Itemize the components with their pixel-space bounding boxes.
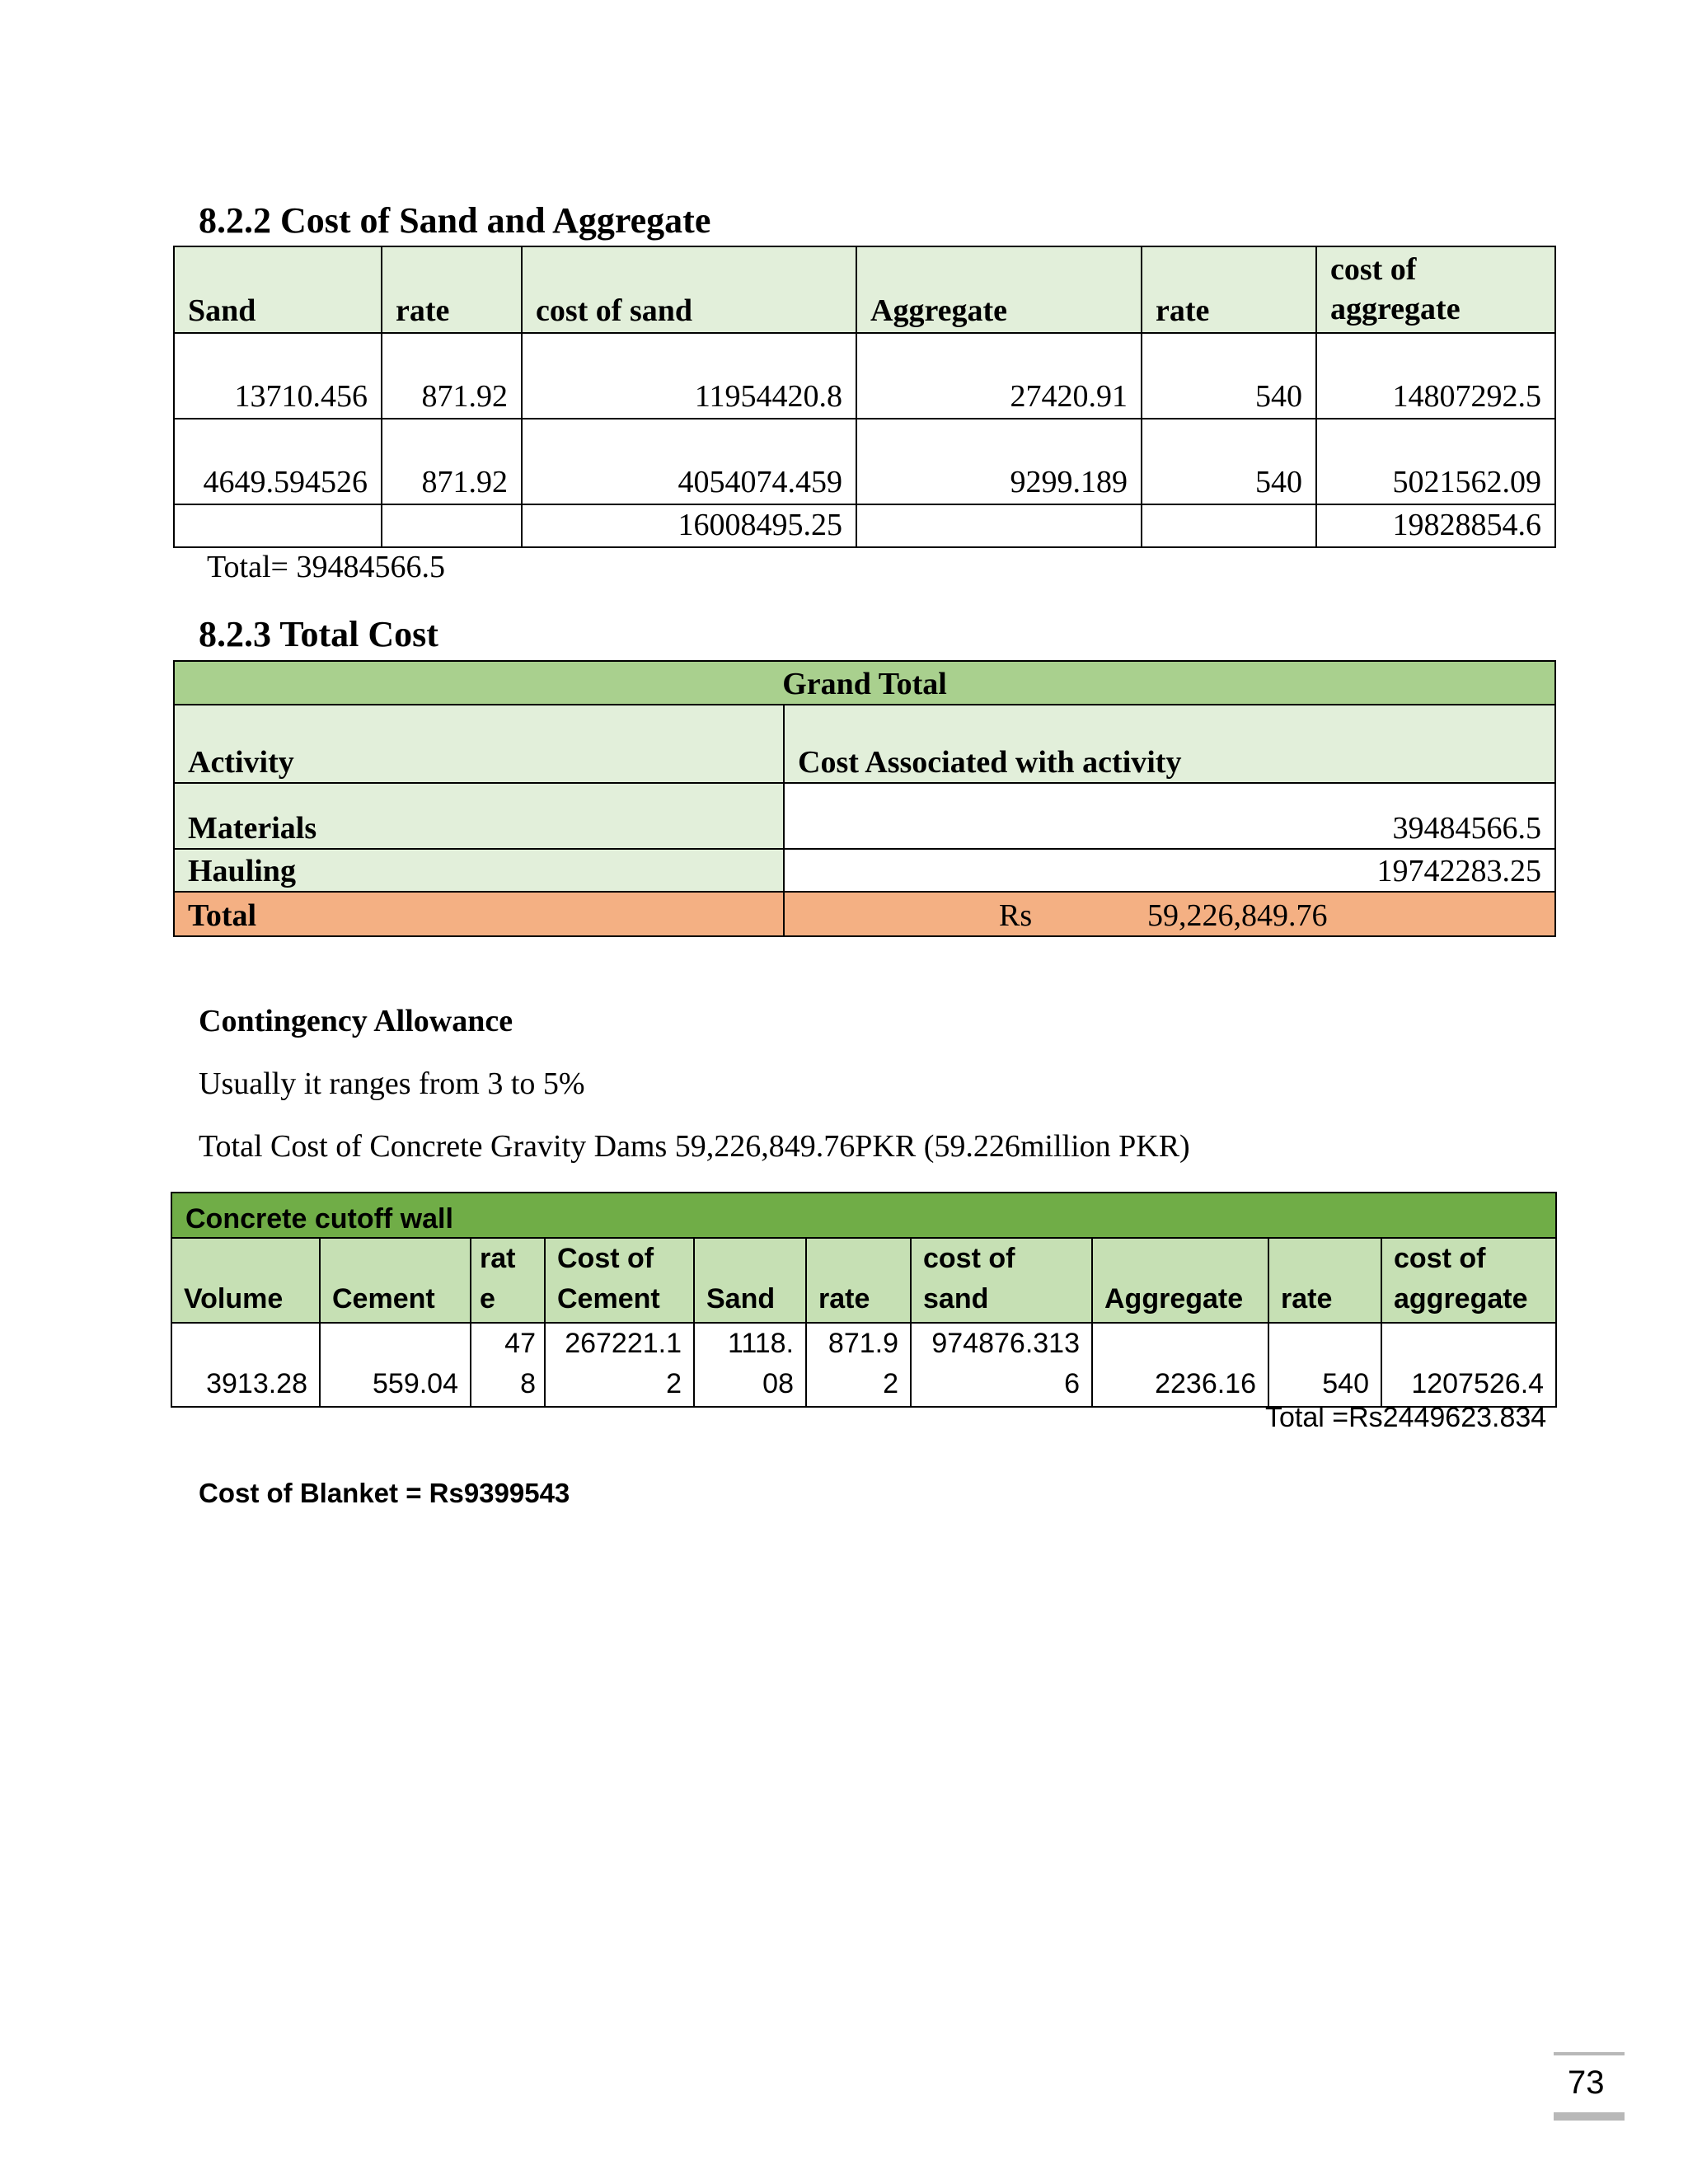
header-sand: Sand	[174, 246, 382, 333]
cell	[545, 1323, 694, 1408]
contingency-line-1: Usually it ranges from 3 to 5%	[199, 1066, 585, 1101]
table-row	[171, 1323, 1556, 1408]
header-line	[1104, 1239, 1256, 1279]
cell	[174, 504, 382, 547]
cell	[1142, 504, 1316, 547]
header-line: Volume	[184, 1283, 284, 1315]
header-line: rat	[480, 1243, 516, 1274]
contingency-heading: Contingency Allowance	[199, 1004, 513, 1038]
cell: 540	[1142, 419, 1316, 504]
header-rate: rate	[1142, 246, 1316, 333]
cell-line: 2236.16	[1155, 1367, 1256, 1399]
sand-aggregate-total: Total= 39484566.5	[207, 550, 445, 584]
cell-line	[332, 1324, 458, 1364]
grand-total-table	[173, 660, 1556, 937]
cell-line: 2	[666, 1367, 682, 1399]
header-cost-associated: Cost Associated with activity	[784, 705, 1555, 783]
header-cost-of-aggregate: cost of aggregate	[1316, 246, 1555, 333]
header-rate	[471, 1238, 545, 1323]
cell	[856, 504, 1142, 547]
page-number-bottom-rule	[1554, 2112, 1625, 2121]
table-row-total	[174, 892, 1555, 936]
cell: 11954420.8	[522, 333, 856, 419]
section-heading-total-cost: 8.2.3 Total Cost	[199, 614, 438, 654]
cell-line: 1118.	[727, 1327, 794, 1359]
cell	[382, 504, 522, 547]
header-rate	[806, 1238, 911, 1323]
currency-label: Rs	[999, 898, 1033, 933]
table-header-row	[174, 246, 1555, 333]
cutoff-title: Concrete cutoff wall	[171, 1193, 1556, 1238]
header-rate: rate	[382, 246, 522, 333]
cost-hauling: 19742283.25	[784, 849, 1555, 892]
table-row	[174, 333, 1555, 419]
cell-line: 974876.313	[931, 1327, 1080, 1359]
cell-line: 8	[520, 1367, 536, 1399]
cell: 871.92	[382, 419, 522, 504]
cell	[694, 1323, 806, 1408]
cell-line: 540	[1322, 1367, 1369, 1399]
cell: 4054074.459	[522, 419, 856, 504]
activity-hauling: Hauling	[174, 849, 784, 892]
cell	[320, 1323, 471, 1408]
cell: 540	[1142, 333, 1316, 419]
cutoff-title-row	[171, 1193, 1556, 1238]
cell-line: 6	[1064, 1367, 1080, 1399]
cutoff-wall-total: Total =Rs2449623.834	[1265, 1402, 1547, 1433]
header-line: Cement	[332, 1283, 435, 1315]
header-aggregate	[1092, 1238, 1268, 1323]
cell	[1092, 1323, 1268, 1408]
header-line	[184, 1239, 307, 1279]
concrete-cutoff-wall-table	[171, 1192, 1557, 1408]
header-line: sand	[923, 1283, 989, 1315]
cell-line	[1104, 1324, 1256, 1364]
header-line	[332, 1239, 458, 1279]
header-cost-of-cement	[545, 1238, 694, 1323]
table-row	[174, 849, 1555, 892]
header-line: cost of	[923, 1243, 1015, 1274]
section-heading-sand-aggregate: 8.2.2 Cost of Sand and Aggregate	[199, 200, 711, 241]
header-cement	[320, 1238, 471, 1323]
cell: 14807292.5	[1316, 333, 1555, 419]
header-line: rate	[1281, 1283, 1333, 1315]
header-line: aggregate	[1394, 1283, 1528, 1315]
table-header-row	[174, 705, 1555, 783]
cell	[806, 1323, 911, 1408]
cell	[171, 1323, 320, 1408]
cell: 27420.91	[856, 333, 1142, 419]
header-line: rate	[818, 1283, 870, 1315]
table-header-row	[171, 1238, 1556, 1323]
cell-line: 3913.28	[206, 1367, 307, 1399]
header-activity: Activity	[174, 705, 784, 783]
cell-line: 2	[883, 1367, 898, 1399]
total-label: Total	[174, 892, 784, 936]
header-sand	[694, 1238, 806, 1323]
cell-line	[184, 1324, 307, 1364]
header-cost-of-sand	[911, 1238, 1092, 1323]
cell-line: 267221.1	[565, 1327, 682, 1359]
grand-total-title-row	[174, 661, 1555, 705]
table-row	[174, 419, 1555, 504]
page-number: 73	[1568, 2064, 1605, 2101]
cell-line: 559.04	[373, 1367, 458, 1399]
cost-of-blanket: Cost of Blanket = Rs9399543	[199, 1478, 570, 1508]
table-row-subtotal	[174, 504, 1555, 547]
cell: 19828854.6	[1316, 504, 1555, 547]
activity-materials: Materials	[174, 783, 784, 849]
cell-line	[1394, 1324, 1544, 1364]
cell	[1268, 1323, 1381, 1408]
header-cost-of-aggregate	[1381, 1238, 1556, 1323]
cell: 16008495.25	[522, 504, 856, 547]
cell: 871.92	[382, 333, 522, 419]
cell	[471, 1323, 545, 1408]
cell	[911, 1323, 1092, 1408]
header-cost-of-sand: cost of sand	[522, 246, 856, 333]
cell-line: 08	[762, 1367, 794, 1399]
header-line: Cement	[557, 1283, 660, 1315]
sand-aggregate-table	[173, 246, 1556, 548]
cell-line	[1281, 1324, 1369, 1364]
header-line: Cost of	[557, 1243, 654, 1274]
contingency-line-2: Total Cost of Concrete Gravity Dams 59,226,849.76PKR (59.226million PKR)	[199, 1129, 1190, 1164]
total-value-cell	[784, 892, 1555, 936]
cell-line: 871.9	[828, 1327, 898, 1359]
header-volume	[171, 1238, 320, 1323]
header-line: Aggregate	[1104, 1283, 1244, 1315]
header-line: cost of	[1394, 1243, 1486, 1274]
cell: 5021562.09	[1316, 419, 1555, 504]
header-rate	[1268, 1238, 1381, 1323]
cell-line: 1207526.4	[1411, 1367, 1545, 1399]
header-line	[818, 1239, 898, 1279]
header-line: e	[480, 1283, 495, 1315]
header-line	[706, 1239, 794, 1279]
table-row	[174, 783, 1555, 849]
cell: 4649.594526	[174, 419, 382, 504]
cell-line: 47	[504, 1327, 536, 1359]
grand-total-title: Grand Total	[174, 661, 1555, 705]
cost-materials: 39484566.5	[784, 783, 1555, 849]
total-value: 59,226,849.76	[1147, 898, 1328, 933]
header-line	[1281, 1239, 1369, 1279]
header-aggregate: Aggregate	[856, 246, 1142, 333]
cell	[1381, 1323, 1556, 1408]
header-line: Sand	[706, 1283, 776, 1315]
cell: 13710.456	[174, 333, 382, 419]
page-number-top-rule	[1554, 2052, 1625, 2055]
cell: 9299.189	[856, 419, 1142, 504]
